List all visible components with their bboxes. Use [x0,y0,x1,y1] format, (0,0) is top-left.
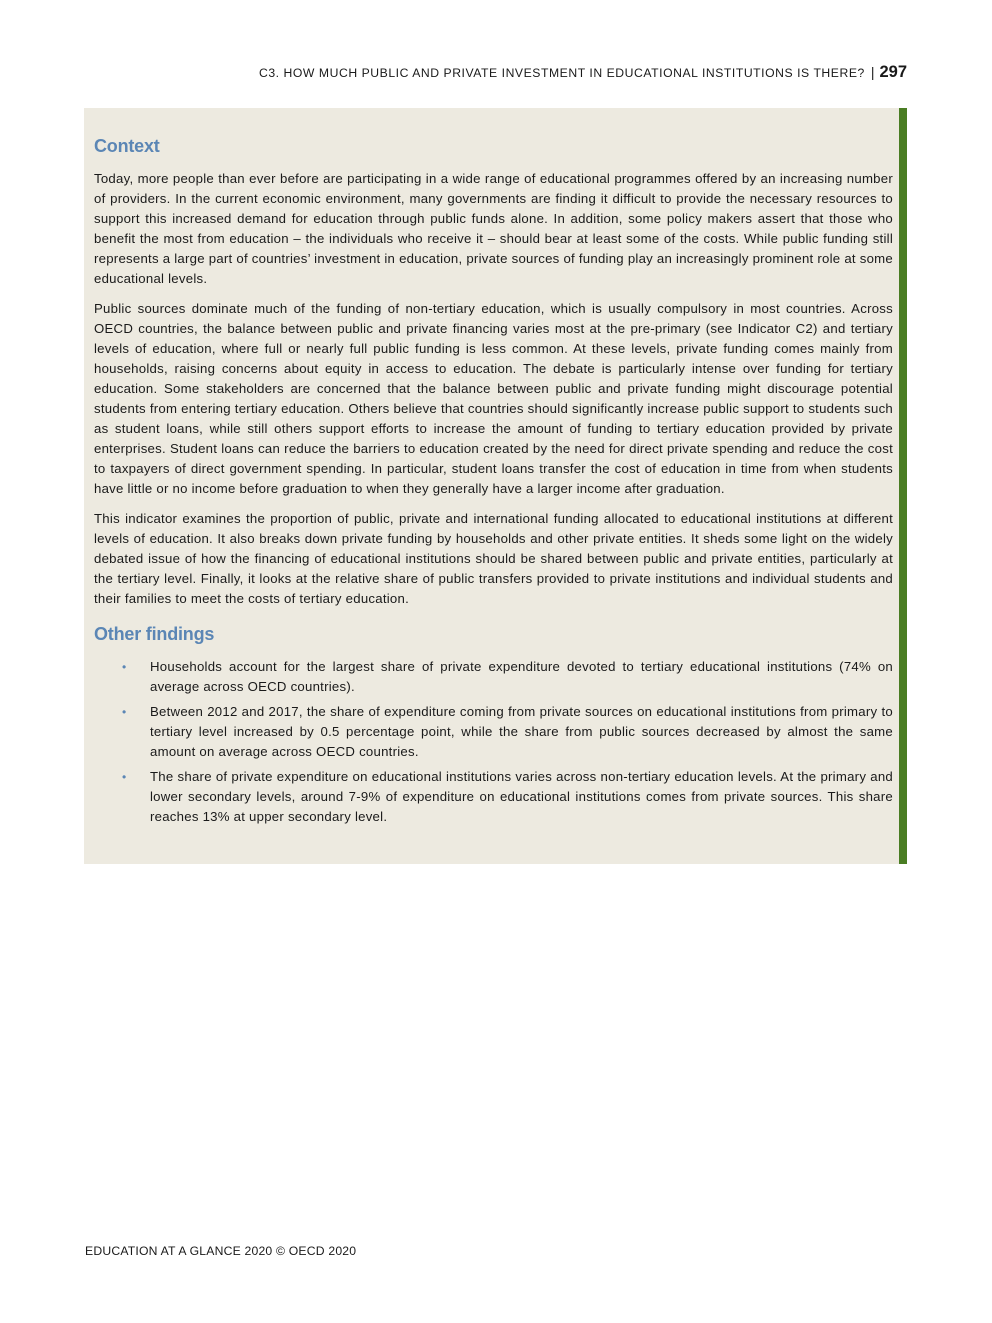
finding-text: Households account for the largest share of private expenditure devoted to tertiary educational institutions (74% on average across OECD countries). [150,659,893,694]
page-footer: EDUCATION AT A GLANCE 2020 © OECD 2020 [85,1244,357,1258]
finding-text: The share of private expenditure on educational institutions varies across non-tertiary education levels. At the primary and lower secondary levels, around 7-9% of expenditure on educational institutions comes from private sources. This share reaches 13% at upper secondary level. [150,769,893,824]
findings-list [94,657,893,827]
chapter-title: C3. HOW MUCH PUBLIC AND PRIVATE INVESTMENT IN EDUCATIONAL INSTITUTIONS IS THERE? [259,66,865,80]
other-findings-heading: Other findings [94,624,215,644]
finding-text: Between 2012 and 2017, the share of expenditure coming from private sources on educational institutions from primary to tertiary level increased by 0.5 percentage point, while the share from public sources decreased by almost the same amount on average across OECD countries. [150,704,893,759]
finding-item [94,767,893,827]
bullet-icon: • [122,660,127,674]
header-separator: | [870,64,875,80]
context-paragraph: This indicator examines the proportion of public, private and international funding allocated to educational institutions at different levels of education. It also breaks down private funding by households and other private entities. It sheds some light on the widely debated issue of how the financing of educational institutions should be shared between public and private entities, particularly at the tertiary level. Finally, it looks at the relative share of public transfers provided to private institutions and individual students and their families to meet the costs of tertiary education. [94,511,893,606]
running-header [259,63,907,82]
bullet-icon: • [122,770,127,784]
page-number: 297 [879,63,907,81]
bullet-icon: • [122,705,127,719]
finding-item [94,702,893,762]
finding-item [94,657,893,697]
context-paragraph: Today, more people than ever before are participating in a wide range of educational programmes offered by an increasing number of providers. In the current economic environment, many governments are finding it difficult to provide the necessary resources to support this increased demand for education through public funds alone. In addition, some policy makers assert that those who benefit the most from education – the individuals who receive it – should bear at least some of the costs. While public funding still represents a large part of countries’ investment in education, private sources of funding play an increasingly prominent role at some educational levels. [94,171,893,286]
context-heading: Context [94,136,160,156]
context-box [84,108,907,864]
context-paragraph: Public sources dominate much of the funding of non-tertiary education, which is usually compulsory in most countries. Across OECD countries, the balance between public and private financing varies most at the pre-primary (see Indicator C2) and tertiary levels of education, where full or nearly full public funding is less common. At these levels, private funding comes mainly from households, raising concerns about equity in access to education. The debate is particularly intense over funding for tertiary education. Some stakeholders are concerned that the balance between public and private funding might discourage potential students from entering tertiary education. Others believe that countries should significantly increase public support to students such as student loans, while still others support efforts to increase the amount of funding to tertiary education provided by private enterprises. Student loans can reduce the barriers to education created by the need for direct private spending and reduce the cost to taxpayers of direct government spending. In particular, student loans transfer the cost of education in time from when students have little or no income before graduation to when they generally have a larger income after graduation. [94,301,893,496]
context-box-content [84,108,899,827]
